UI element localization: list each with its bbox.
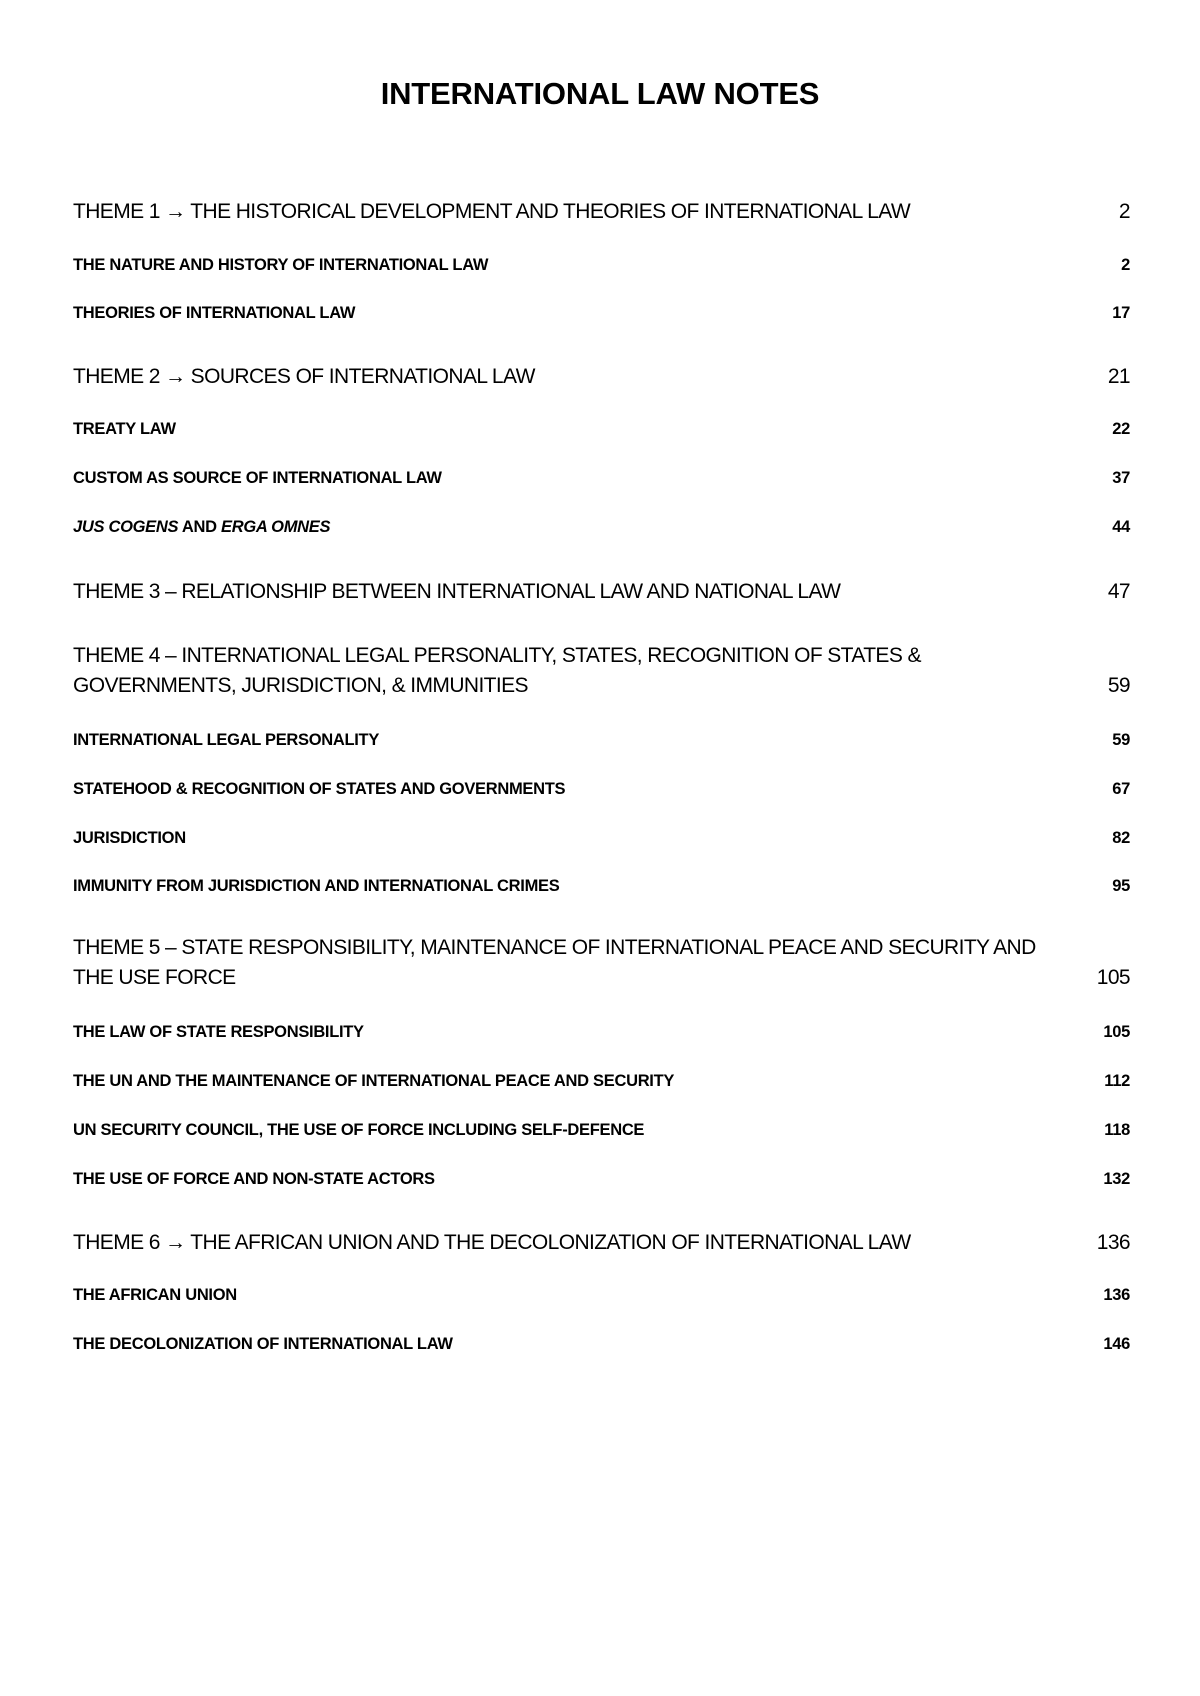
- toc-page-number: 2: [1121, 256, 1130, 274]
- toc-subentry-label: THE AFRICAN UNION: [73, 1286, 237, 1304]
- toc-subentry-label: TREATY LAW: [73, 420, 176, 438]
- toc-subentry-label: INTERNATIONAL LEGAL PERSONALITY: [73, 731, 380, 749]
- toc-page-number: 37: [1112, 469, 1130, 487]
- toc-theme-label: THEME 1 → THE HISTORICAL DEVELOPMENT AND THEORIES OF INTERNATIONAL LAW: [73, 200, 911, 223]
- toc-subentry[interactable]: [73, 1070, 1130, 1092]
- toc-subentry-label: THE NATURE AND HISTORY OF INTERNATIONAL LAW: [73, 256, 489, 274]
- toc-subentry[interactable]: [73, 827, 1130, 849]
- toc-subentry-label: IMMUNITY FROM JURISDICTION AND INTERNATIONAL CRIMES: [73, 877, 560, 895]
- toc-page-number: 105: [1096, 966, 1130, 989]
- toc-theme-3[interactable]: [73, 577, 1130, 607]
- toc-page-number: 59: [1107, 674, 1130, 697]
- toc-theme-5[interactable]: [73, 933, 1130, 993]
- toc-page-number: 136: [1096, 1231, 1130, 1254]
- toc-subentry[interactable]: [73, 516, 1130, 538]
- conjunction: AND: [178, 518, 222, 536]
- toc-subentry-label: THE DECOLONIZATION OF INTERNATIONAL LAW: [73, 1335, 453, 1353]
- toc-subentry[interactable]: [73, 1284, 1130, 1306]
- toc-page-number: 44: [1112, 518, 1130, 536]
- toc-theme-label: THEME 2 → SOURCES OF INTERNATIONAL LAW: [73, 365, 535, 388]
- toc-theme-label: THEME 3 – RELATIONSHIP BETWEEN INTERNATIONAL LAW AND NATIONAL LAW: [73, 580, 841, 603]
- toc-subentry[interactable]: [73, 778, 1130, 800]
- latin-term: ERGA OMNES: [221, 518, 331, 536]
- toc-page-number: 2: [1118, 200, 1130, 223]
- toc-page-number: 105: [1103, 1023, 1130, 1041]
- toc-page-number: 146: [1103, 1335, 1130, 1353]
- toc-subentry-label: THE LAW OF STATE RESPONSIBILITY: [73, 1023, 364, 1041]
- toc-subentry[interactable]: [73, 1021, 1130, 1043]
- toc-page-number: 67: [1112, 780, 1130, 798]
- toc-subentry[interactable]: [73, 302, 1130, 324]
- toc-page-number: 132: [1103, 1170, 1130, 1188]
- toc-theme-1[interactable]: [73, 197, 1130, 227]
- toc-subentry-label: THE UN AND THE MAINTENANCE OF INTERNATIONAL PEACE AND SECURITY: [73, 1072, 675, 1090]
- toc-subentry[interactable]: [73, 1168, 1130, 1190]
- toc-page-number: 21: [1107, 365, 1130, 388]
- toc-page-number: 59: [1112, 731, 1130, 749]
- toc-page-number: 112: [1104, 1072, 1130, 1090]
- toc-subentry[interactable]: [73, 1333, 1130, 1355]
- document-title: INTERNATIONAL LAW NOTES: [380, 76, 820, 111]
- toc-subentry[interactable]: [73, 875, 1130, 897]
- toc-subentry[interactable]: [73, 254, 1130, 276]
- toc-page-number: 47: [1107, 580, 1130, 603]
- toc-subentry-label: THEORIES OF INTERNATIONAL LAW: [73, 304, 356, 322]
- toc-page-number: 82: [1112, 829, 1130, 847]
- toc-theme-label: THEME 5 – STATE RESPONSIBILITY, MAINTENANCE OF INTERNATIONAL PEACE AND SECURITY AND THE USE FORCE: [73, 936, 1036, 989]
- toc-theme-label: THEME 4 – INTERNATIONAL LEGAL PERSONALITY, STATES, RECOGNITION OF STATES & GOVERNMENTS, JURISDICTION, & IMMUNITIES: [73, 644, 921, 697]
- toc-page-number: 22: [1112, 420, 1130, 438]
- toc-subentry[interactable]: [73, 1119, 1130, 1141]
- toc-theme-2[interactable]: [73, 362, 1130, 392]
- toc-theme-4[interactable]: [73, 641, 1130, 701]
- toc-subentry-label: UN SECURITY COUNCIL, THE USE OF FORCE INCLUDING SELF-DEFENCE: [73, 1121, 645, 1139]
- toc-theme-6[interactable]: [73, 1228, 1130, 1258]
- toc-subentry-label: THE USE OF FORCE AND NON-STATE ACTORS: [73, 1170, 435, 1188]
- toc-subentry-label: STATEHOOD & RECOGNITION OF STATES AND GOVERNMENTS: [73, 780, 566, 798]
- toc-page-number: 136: [1103, 1286, 1130, 1304]
- toc-subentry-label: [73, 516, 330, 538]
- toc-theme-label: THEME 6 → THE AFRICAN UNION AND THE DECOLONIZATION OF INTERNATIONAL LAW: [73, 1231, 911, 1254]
- toc-subentry-label: CUSTOM AS SOURCE OF INTERNATIONAL LAW: [73, 469, 442, 487]
- toc-page-number: 17: [1112, 304, 1130, 322]
- toc-subentry[interactable]: [73, 467, 1130, 489]
- toc-page-number: 118: [1104, 1121, 1130, 1139]
- latin-term: JUS COGENS: [73, 518, 179, 536]
- toc-subentry-label: JURISDICTION: [73, 829, 186, 847]
- toc-page-number: 95: [1112, 877, 1130, 895]
- toc-subentry[interactable]: [73, 729, 1130, 751]
- toc-subentry[interactable]: [73, 418, 1130, 440]
